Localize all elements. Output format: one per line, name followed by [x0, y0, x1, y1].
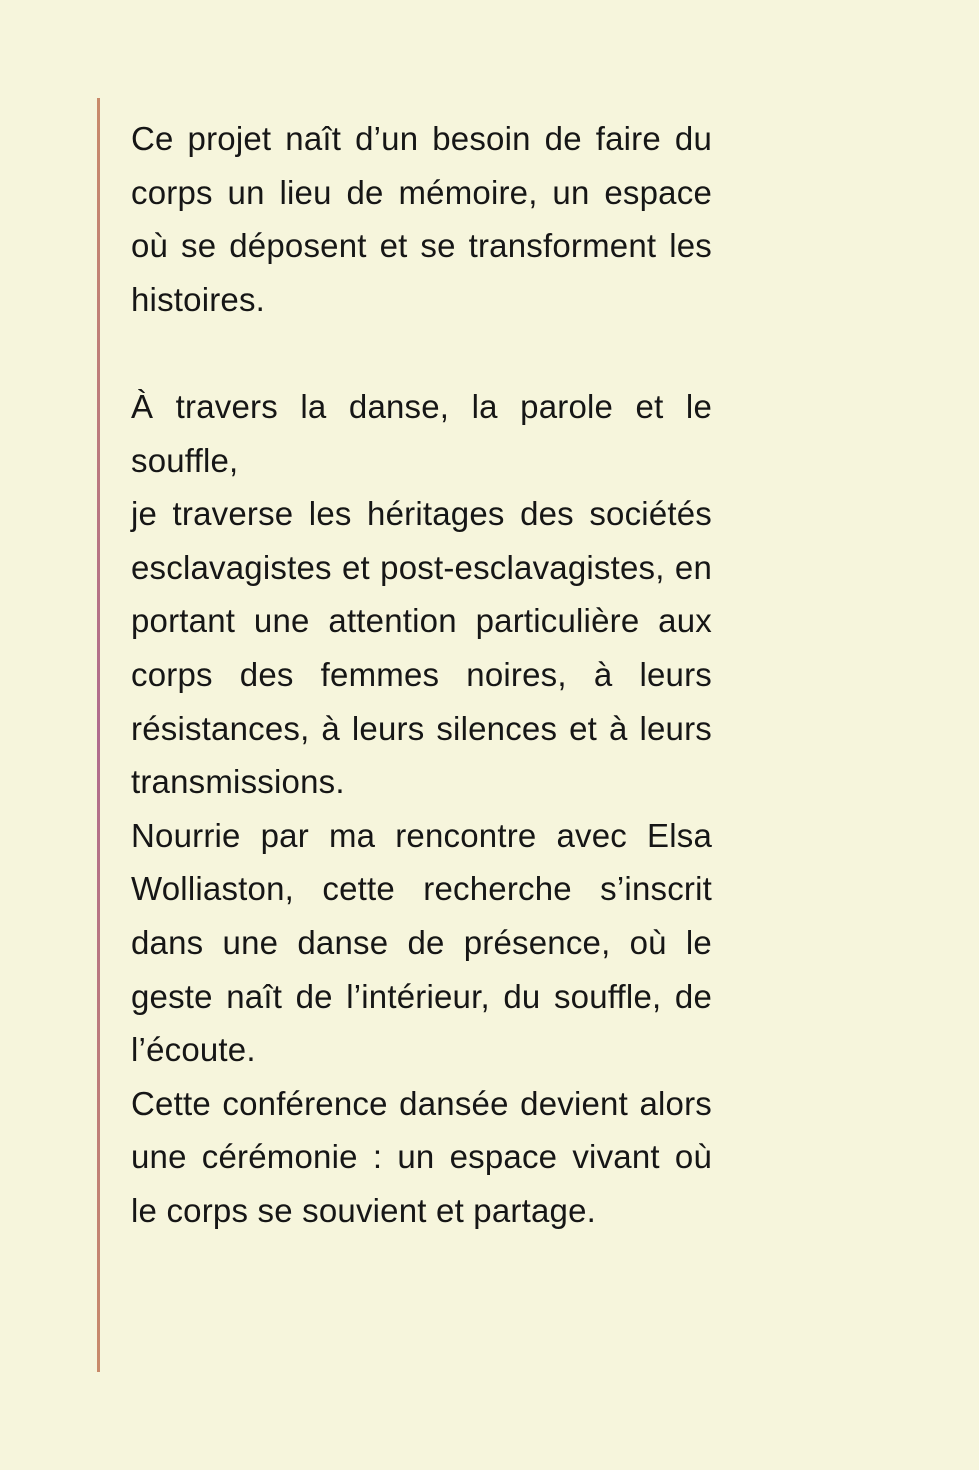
paragraph-heritage: je traverse les héritages des sociétés esclavagistes et post-esclavagistes, en portant une attention particulière aux corps des femmes noires, à leurs résistances, à leurs silences et à leurs transmissions.: [131, 495, 712, 801]
text-block: [131, 112, 712, 1237]
paragraph-spacer: [131, 326, 712, 380]
paragraph-wolliaston: Nourrie par ma rencontre avec Elsa Wolliaston, cette recherche s’inscrit dans une danse de présence, où le geste naît de l’intérieur, du souffle, de l’écoute.: [131, 816, 712, 1069]
accent-rule: [97, 98, 100, 1372]
paragraph-ceremony: Cette conférence dansée devient alors une cérémonie : un espace vivant où le corps se souvient et partage.: [131, 1084, 712, 1229]
paragraph-dance: À travers la danse, la parole et le souffle,: [131, 387, 712, 479]
paragraph-intro: Ce projet naît d’un besoin de faire du corps un lieu de mémoire, un espace où se déposent et se transforment les histoires.: [131, 120, 712, 318]
